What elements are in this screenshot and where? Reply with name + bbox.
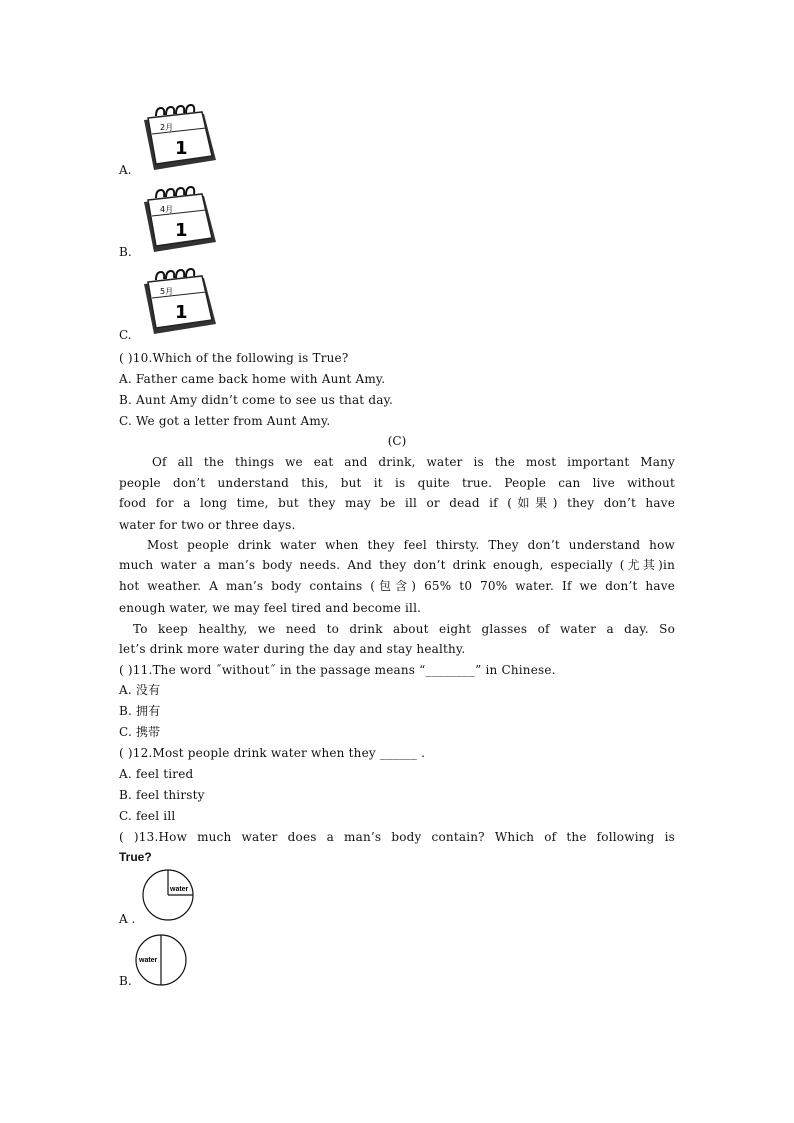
option-label: B. — [119, 245, 132, 259]
pie-b-label: water — [139, 957, 158, 964]
pie-chart-b — [134, 933, 188, 987]
calendar-day-b: 1 — [175, 220, 188, 241]
calendar-month-c: 5月 — [160, 287, 174, 296]
question-12-option-b: B. feel thirsty — [119, 788, 205, 802]
question-13-stem-continued: True? — [119, 850, 152, 864]
question-11-stem: ( )11.The word ˝without˝ in the passage means “________” in Chinese. — [119, 663, 556, 677]
question-12-option-a: A. feel tired — [119, 767, 194, 781]
question-12-stem: ( )12.Most people drink water when they ______ . — [119, 746, 426, 760]
section-c-heading: (C) — [387, 434, 407, 448]
passage-line: Of all the things we eat and drink, water is the most important Many — [152, 455, 675, 469]
question-10-stem: ( )10.Which of the following is True? — [119, 351, 349, 365]
question-10-option-b: B. Aunt Amy didn’t come to see us that day. — [119, 393, 393, 407]
question-10-option-c: C. We got a letter from Aunt Amy. — [119, 414, 331, 428]
passage-line: food for a long time, but they may be ill or dead if (如果) they don’t have — [119, 496, 675, 510]
calendar-icon-c — [140, 268, 222, 338]
calendar-icon-b — [140, 186, 222, 256]
option-label: B. — [119, 974, 132, 988]
pie-chart-a — [141, 868, 195, 922]
calendar-month-b: 4月 — [160, 205, 174, 214]
calendar-day-c: 1 — [175, 302, 188, 323]
passage-line: To keep healthy, we need to drink about eight glasses of water a day. So — [133, 622, 675, 636]
calendar-month-a: 2月 — [160, 123, 174, 132]
passage-line: much water a man’s body needs. And they don’t drink enough, especially (尤其)in — [119, 558, 675, 572]
pie-a-label: water — [170, 886, 189, 893]
question-12-option-c: C. feel ill — [119, 809, 176, 823]
question-11-option-a: A. 没有 — [119, 683, 161, 697]
option-label: A. — [119, 163, 132, 177]
question-11-option-b: B. 拥有 — [119, 704, 161, 718]
passage-line: water for two or three days. — [119, 518, 296, 532]
question-11-option-c: C. 携带 — [119, 725, 161, 739]
passage-line: hot weather. A man’s body contains (包含) 65% t0 70% water. If we don’t have — [119, 579, 675, 593]
passage-line: enough water, we may feel tired and become ill. — [119, 601, 422, 615]
question-10-option-a: A. Father came back home with Aunt Amy. — [119, 372, 386, 386]
question-13-stem: ( )13.How much water does a man’s body contain? Which of the following is — [119, 830, 675, 844]
passage-line: people don’t understand this, but it is quite true. People can live without — [119, 476, 675, 490]
passage-line: let’s drink more water during the day and stay healthy. — [119, 642, 466, 656]
option-label: A . — [119, 912, 136, 926]
passage-line: Most people drink water when they feel thirsty. They don’t understand how — [147, 538, 675, 552]
option-label: C. — [119, 328, 132, 342]
calendar-day-a: 1 — [175, 138, 188, 159]
calendar-icon-a — [140, 104, 222, 174]
